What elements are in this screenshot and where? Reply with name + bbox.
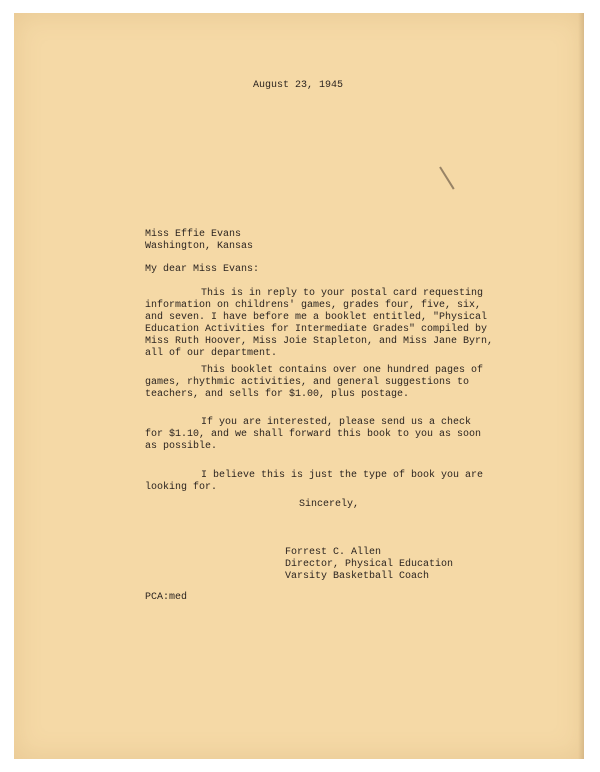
reference-initials: PCA:med bbox=[145, 592, 188, 603]
paragraph-line: games, rhythmic activities, and general suggestions to bbox=[145, 377, 470, 388]
addressee-name: Miss Effie Evans bbox=[145, 229, 242, 240]
paragraph-line: Education Activities for Intermediate Grades" compiled by bbox=[145, 324, 488, 335]
paragraph-line: This booklet contains over one hundred pages of bbox=[201, 365, 484, 376]
paragraph-line: I believe this is just the type of book you are bbox=[201, 470, 484, 481]
signature-block bbox=[285, 547, 453, 583]
signer-name: Forrest C. Allen bbox=[285, 547, 382, 558]
paragraph-line: This is in reply to your postal card requesting bbox=[201, 288, 484, 299]
signer-title-2: Varsity Basketball Coach bbox=[285, 571, 430, 582]
closing: Sincerely, bbox=[299, 499, 360, 510]
paragraph-line: teachers, and sells for $1.00, plus postage. bbox=[145, 389, 410, 400]
letter-page bbox=[14, 13, 584, 759]
body-paragraph-2 bbox=[145, 365, 505, 401]
addressee-block bbox=[145, 229, 253, 253]
paragraph-line: and seven. I have before me a booklet entitled, "Physical bbox=[145, 312, 488, 323]
paragraph-line: Miss Ruth Hoover, Miss Joie Stapleton, and Miss Jane Byrn, bbox=[145, 336, 494, 347]
paragraph-line: all of our department. bbox=[145, 348, 278, 359]
pen-mark bbox=[439, 166, 454, 189]
body-paragraph-4 bbox=[145, 470, 505, 494]
letter-date: August 23, 1945 bbox=[253, 80, 344, 91]
signer-title: Director, Physical Education bbox=[285, 559, 454, 570]
body-paragraph-3 bbox=[145, 417, 505, 453]
paragraph-line: for $1.10, and we shall forward this book to you as soon bbox=[145, 429, 482, 440]
salutation: My dear Miss Evans: bbox=[145, 264, 260, 275]
body-paragraph-1 bbox=[145, 288, 505, 360]
addressee-location: Washington, Kansas bbox=[145, 241, 254, 252]
paragraph-line: If you are interested, please send us a check bbox=[201, 417, 472, 428]
paragraph-line: looking for. bbox=[145, 482, 218, 493]
paragraph-line: information on childrens' games, grades four, five, six, bbox=[145, 300, 482, 311]
paragraph-line: as possible. bbox=[145, 441, 218, 452]
